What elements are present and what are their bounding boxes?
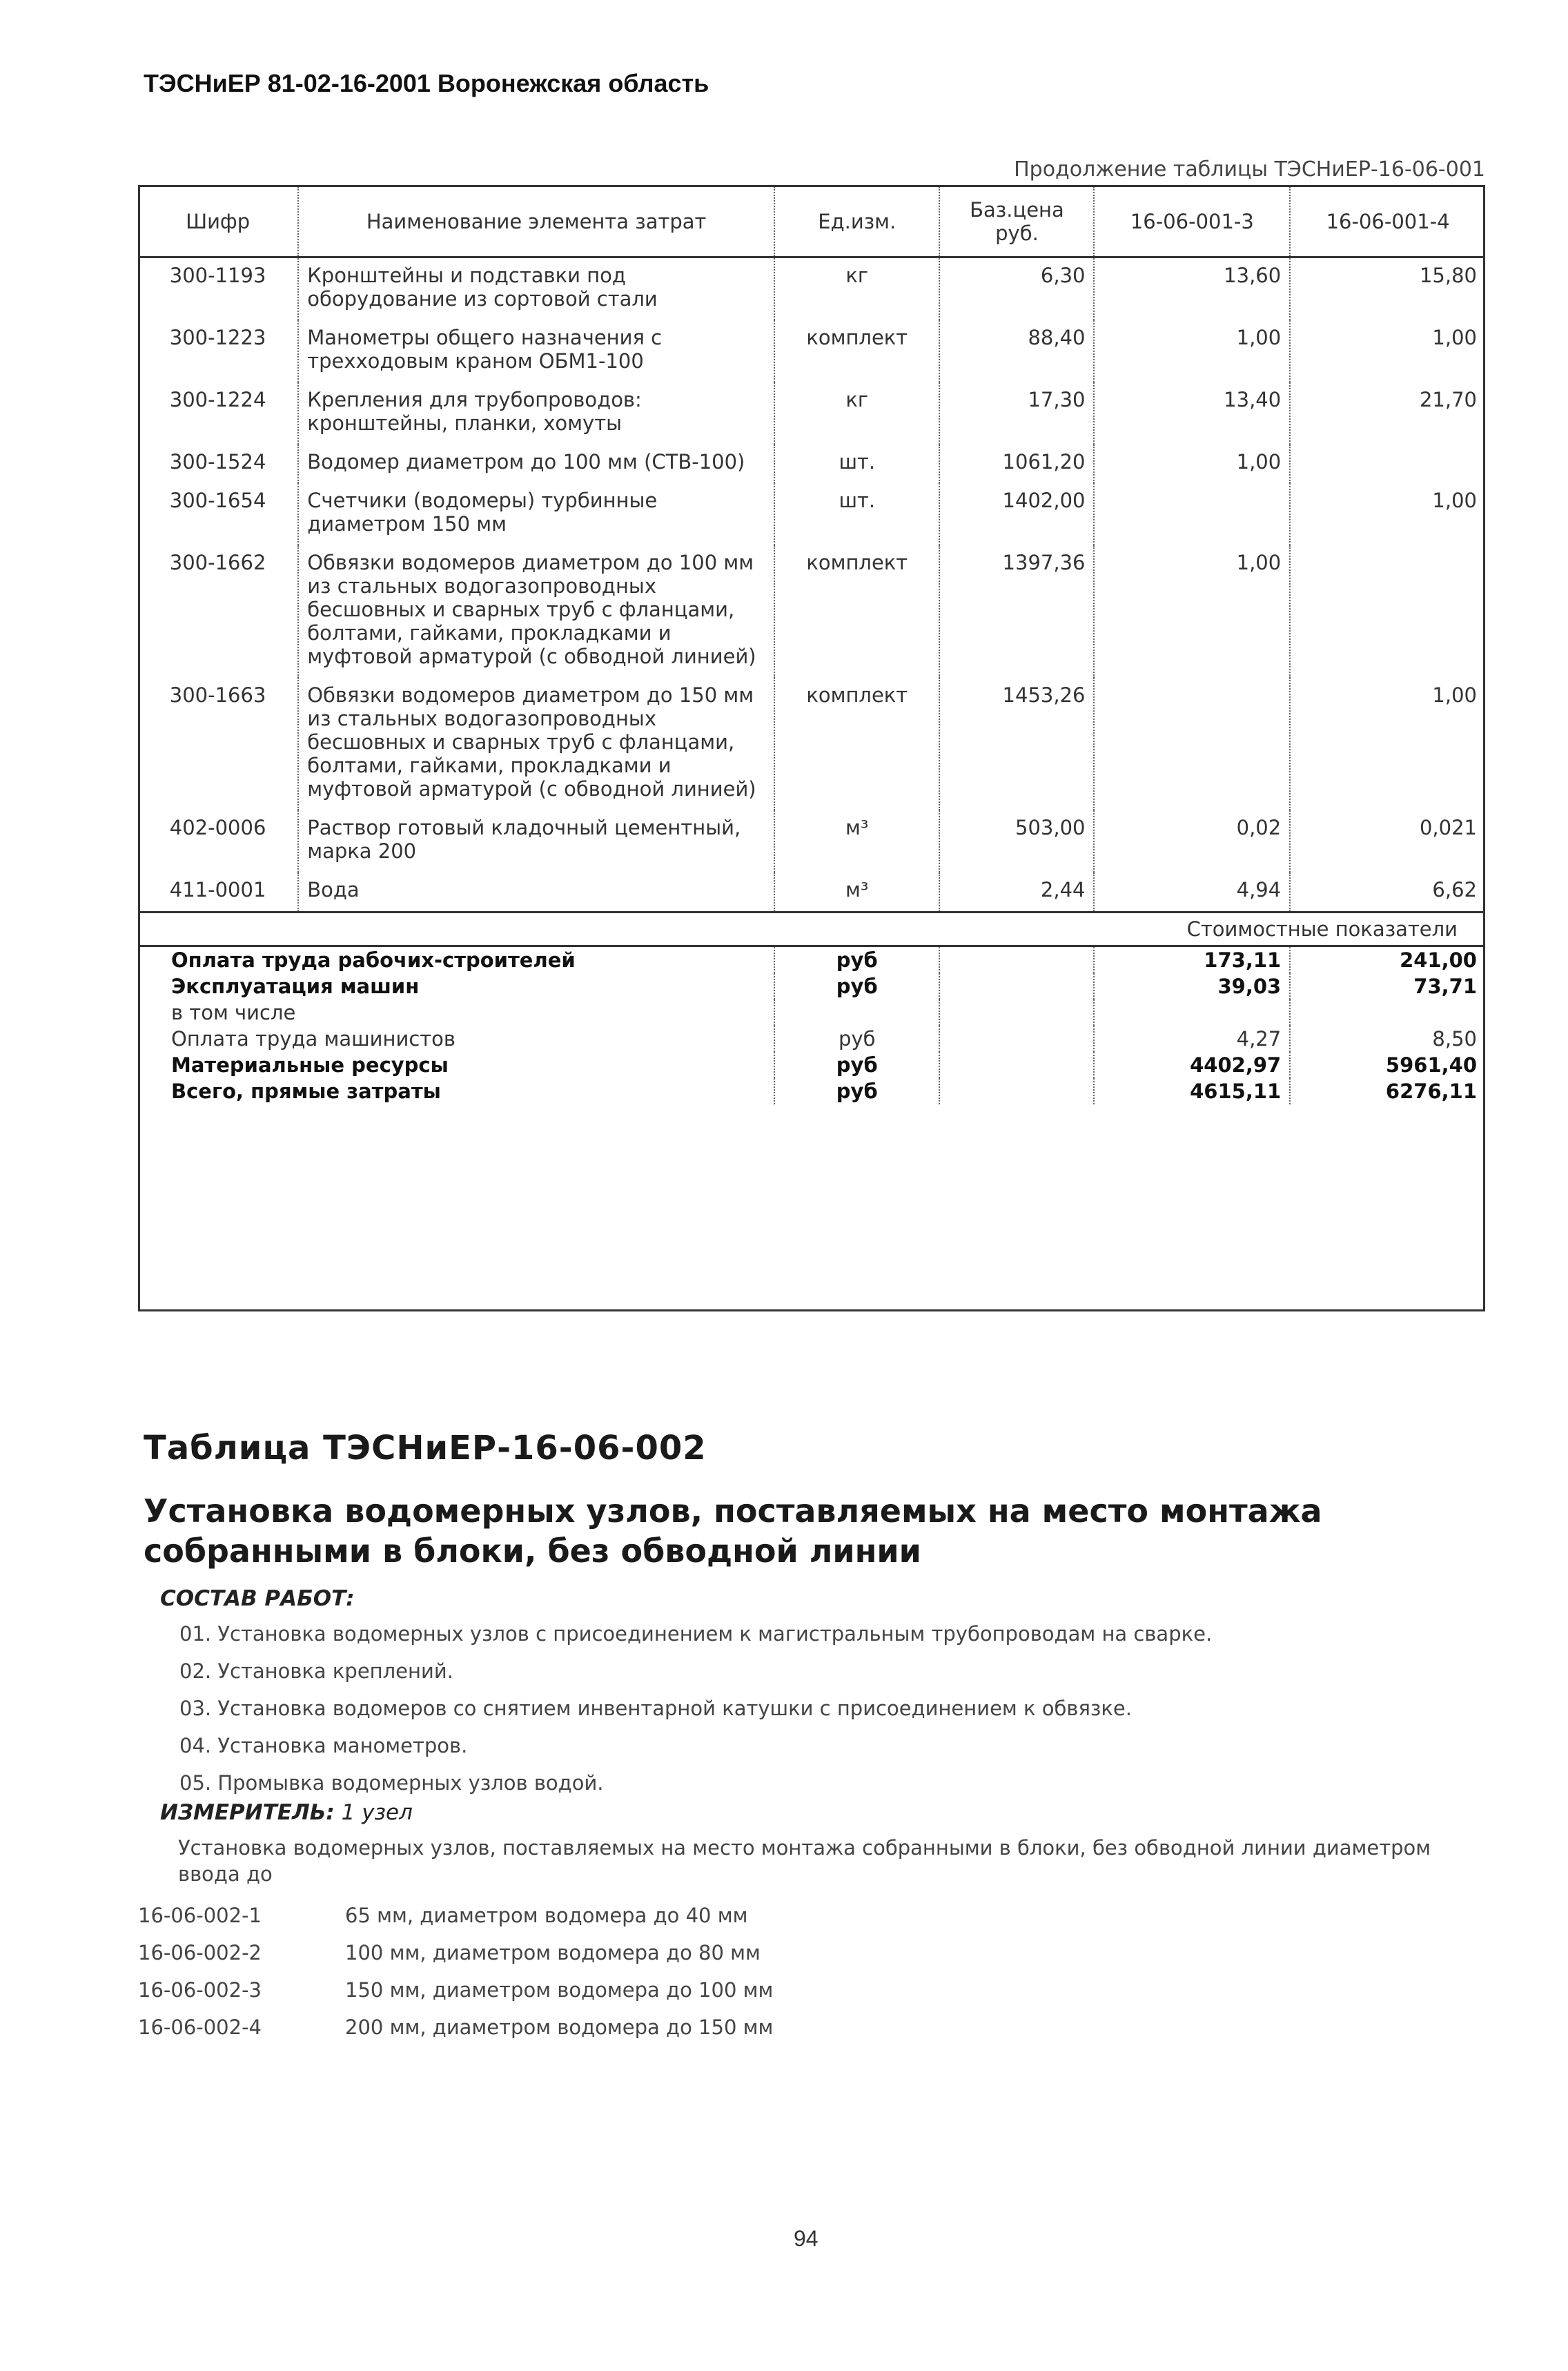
row-code: 411-0001 [169,878,266,901]
code-row [138,1934,773,1971]
code-text: 200 мм, диаметром водомера до 150 мм [345,2016,774,2039]
table-row [138,257,1485,321]
cost-empty-cell [939,946,1094,974]
row-name: Раствор готовый кладочный цементный, марка 200 [298,810,774,872]
works-heading: СОСТАВ РАБОТ: [160,1586,355,1611]
row-value-4: 6,62 [1290,872,1485,913]
row-code: 300-1224 [169,388,266,411]
row-code: 300-1524 [169,450,266,474]
cost-row [138,973,1485,999]
row-value-4: 15,80 [1290,257,1485,321]
cost-value-4: 5961,40 [1290,1052,1485,1078]
row-price: 88,40 [939,320,1094,382]
row-code: 300-1193 [169,264,266,287]
row-value-4: 1,00 [1290,320,1485,382]
cost-label: Материальные ресурсы [171,1053,449,1077]
row-price: 1397,36 [939,545,1094,678]
code-row [138,1971,773,2009]
cost-row [138,1026,1485,1052]
row-value-4: 1,00 [1290,678,1485,810]
row-name: Обвязки водомеров диаметром до 150 мм из стальных водогазопроводных бесшовных и сварных труб с фланцами, болтами, гайками, прокладками и муфтовой арматурой (с обводной линией) [298,678,774,810]
meter-label: ИЗМЕРИТЕЛЬ: [160,1800,335,1825]
cost-row [138,1052,1485,1078]
cost-unit [774,999,939,1026]
cost-row [138,999,1485,1026]
row-value-3: 1,00 [1094,320,1290,382]
row-price: 6,30 [939,257,1094,321]
row-unit: м³ [774,810,939,872]
cost-row [138,1078,1485,1104]
cost-label: Всего, прямые затраты [171,1080,441,1103]
cost-header: Стоимостные показатели [138,913,1485,946]
code-text: 150 мм, диаметром водомера до 100 мм [345,1978,774,2002]
table-continuation-label: Продолжение таблицы ТЭСНиЕР-16-06-001 [1014,157,1485,182]
cost-value-3: 173,11 [1094,946,1290,974]
cost-value-4: 241,00 [1290,946,1485,974]
table-header-row [138,186,1485,257]
cost-empty-cell [939,999,1094,1026]
row-price: 2,44 [939,872,1094,913]
cost-label: Оплата труда рабочих-строителей [171,948,576,972]
col-header-price: Баз.цена руб. [939,186,1094,257]
cost-row [138,946,1485,974]
cost-value-4: 73,71 [1290,973,1485,999]
cost-empty-cell [939,1078,1094,1104]
work-item: 01. Установка водомерных узлов с присоединением к магистральным трубопроводам на сварке. [179,1622,1213,1646]
cost-unit: руб [774,1052,939,1078]
meter [160,1800,413,1825]
table-subtitle: Установка водомерных узлов, поставляемых на место монтажа собранными в блоки, без обводной линии [144,1492,1322,1570]
works-list [179,1615,1212,1802]
cost-value-3: 4,27 [1094,1026,1290,1052]
cost-value-4: 6276,11 [1290,1078,1485,1104]
cost-value-3: 4615,11 [1094,1078,1290,1104]
row-value-4: 0,021 [1290,810,1485,872]
col-header-name: Наименование элемента затрат [298,186,774,257]
row-name: Счетчики (водомеры) турбинные диаметром 150 мм [298,483,774,545]
row-code: 300-1223 [169,326,266,349]
row-price: 1453,26 [939,678,1094,810]
row-unit: комплект [774,320,939,382]
col-header-16-06-001-4: 16-06-001-4 [1290,186,1485,257]
row-value-3: 1,00 [1094,545,1290,678]
table-row [138,320,1485,382]
table-row [138,810,1485,872]
cost-value-3: 39,03 [1094,973,1290,999]
cost-label: Оплата труда машинистов [171,1027,455,1051]
cost-unit: руб [774,1078,939,1104]
cost-value-4 [1290,999,1485,1026]
row-price: 503,00 [939,810,1094,872]
code-id: 16-06-002-4 [138,2016,262,2039]
row-name: Вода [298,872,774,913]
row-code: 300-1654 [169,489,266,512]
cost-value-3 [1094,999,1290,1026]
row-name: Водомер диаметром до 100 мм (СТВ-100) [298,445,774,483]
row-value-4 [1290,445,1485,483]
col-header-unit: Ед.изм. [774,186,939,257]
cost-value-4: 8,50 [1290,1026,1485,1052]
row-name: Крепления для трубопроводов: кронштейны, планки, хомуты [298,382,774,445]
row-unit: кг [774,257,939,321]
work-item: 04. Установка манометров. [179,1734,468,1757]
row-name: Манометры общего назначения с трехходовым краном ОБМ1-100 [298,320,774,382]
code-id: 16-06-002-2 [138,1941,262,1964]
row-value-3: 1,00 [1094,445,1290,483]
code-row [138,2009,773,2046]
row-name: Обвязки водомеров диаметром до 100 мм из стальных водогазопроводных бесшовных и сварных труб с фланцами, болтами, гайками, прокладками и муфтовой арматурой (с обводной линией) [298,545,774,678]
cost-unit: руб [774,973,939,999]
cost-empty-cell [939,973,1094,999]
codes-table [138,1897,773,2046]
row-unit: шт. [774,483,939,545]
table-row [138,382,1485,445]
table-row [138,545,1485,678]
code-text: 100 мм, диаметром водомера до 80 мм [345,1941,761,1964]
row-unit: кг [774,382,939,445]
code-id: 16-06-002-1 [138,1904,262,1927]
row-value-4: 1,00 [1290,483,1485,545]
code-id: 16-06-002-3 [138,1978,262,2002]
row-value-3: 13,40 [1094,382,1290,445]
table-title: Таблица ТЭСНиЕР-16-06-002 [144,1429,707,1467]
row-price: 17,30 [939,382,1094,445]
row-value-4 [1290,545,1485,678]
meter-description: Установка водомерных узлов, поставляемых на место монтажа собранными в блоки, без обводной линии диаметром ввода до [178,1836,1431,1886]
cost-label: в том числе [171,1001,296,1024]
col-header-code: Шифр [138,186,298,257]
cost-header-row [138,913,1485,946]
row-price: 1402,00 [939,483,1094,545]
row-value-3: 0,02 [1094,810,1290,872]
code-text: 65 мм, диаметром водомера до 40 мм [345,1904,748,1927]
row-unit: комплект [774,545,939,678]
row-value-3: 13,60 [1094,257,1290,321]
row-value-4: 21,70 [1290,382,1485,445]
page-header: ТЭСНиЕР 81-02-16-2001 Воронежская область [144,69,709,97]
cost-value-3: 4402,97 [1094,1052,1290,1078]
table-row [138,678,1485,810]
cost-unit: руб [774,946,939,974]
row-value-3: 4,94 [1094,872,1290,913]
row-price: 1061,20 [939,445,1094,483]
code-row [138,1897,773,1934]
cost-empty-cell [939,1052,1094,1078]
resource-table [138,185,1485,1104]
row-code: 300-1662 [169,551,266,574]
row-unit: шт. [774,445,939,483]
work-item: 02. Установка креплений. [179,1659,453,1683]
row-unit: м³ [774,872,939,913]
page-number: 94 [794,2226,819,2251]
row-code: 300-1663 [169,683,266,707]
row-name: Кронштейны и подставки под оборудование из сортовой стали [298,257,774,321]
row-code: 402-0006 [169,816,266,839]
table-row [138,483,1485,545]
col-header-16-06-001-3: 16-06-001-3 [1094,186,1290,257]
table-row [138,872,1485,913]
row-value-3 [1094,483,1290,545]
work-item: 05. Промывка водомерных узлов водой. [179,1771,604,1795]
meter-value: 1 узел [341,1800,413,1825]
cost-unit: руб [774,1026,939,1052]
cost-label: Эксплуатация машин [171,975,420,998]
cost-empty-cell [939,1026,1094,1052]
row-unit: комплект [774,678,939,810]
work-item: 03. Установка водомеров со снятием инвентарной катушки с присоединением к обвязке. [179,1697,1132,1720]
table-row [138,445,1485,483]
row-value-3 [1094,678,1290,810]
